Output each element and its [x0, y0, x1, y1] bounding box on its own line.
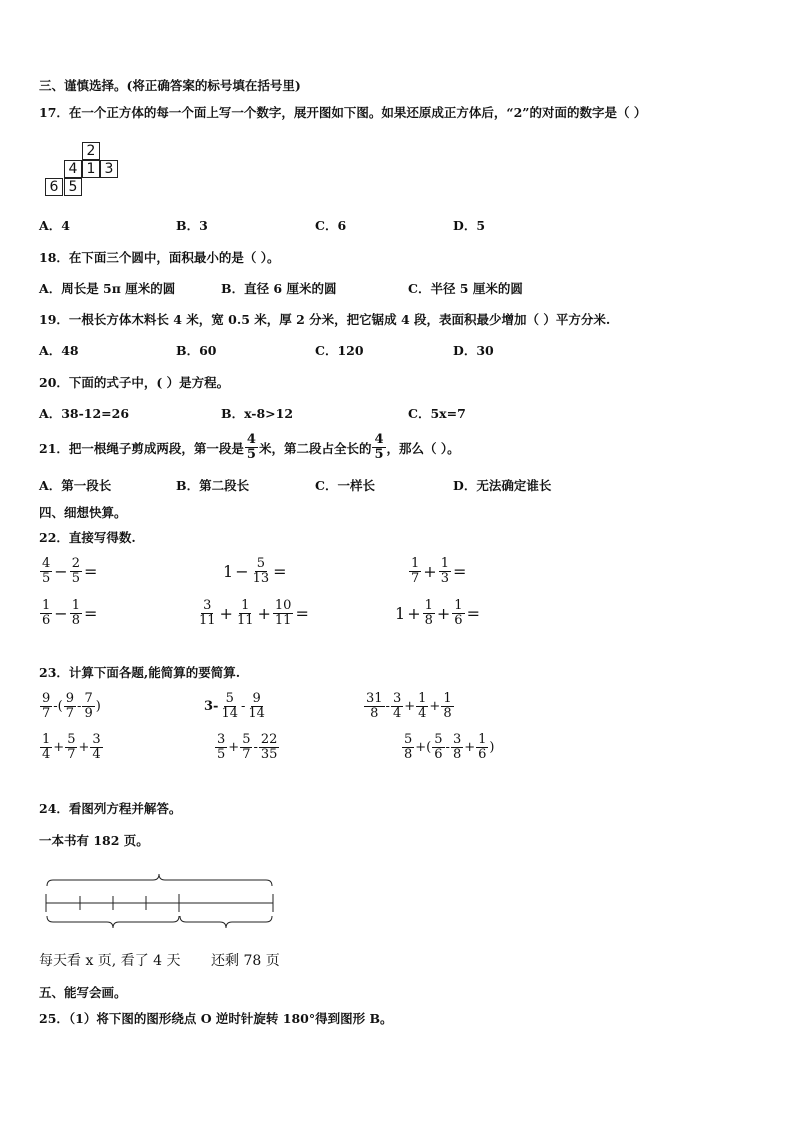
denominator: 5: [71, 571, 80, 586]
denominator: 7: [67, 747, 76, 762]
numerator: 10: [274, 598, 292, 613]
whole-number: 3-: [204, 699, 219, 714]
numerator: 22: [260, 732, 278, 747]
numerator: 3: [217, 732, 226, 747]
numerator: 1: [411, 556, 420, 571]
denominator: 5: [42, 571, 51, 586]
operator: -: [253, 740, 258, 755]
denominator: 14: [221, 706, 238, 721]
operator: +: [429, 699, 441, 714]
denominator: 8: [424, 613, 433, 628]
q19-option-c[interactable]: C．120: [315, 343, 364, 358]
denominator: 4: [42, 747, 51, 762]
operator: +: [407, 604, 421, 623]
q18-option-b[interactable]: B．直径 6 厘米的圆: [221, 281, 337, 296]
operator: +: [78, 740, 90, 755]
denominator: 7: [65, 706, 75, 721]
denominator: 5: [246, 447, 256, 462]
q21-text-part1: 21．把一根绳子剪成两段，第一段是: [39, 440, 244, 456]
net-cell: 1: [82, 160, 100, 178]
q17-text: 17．在一个正方体的每一个面上写一个数字，展开图如下图。如果还原成正方体后，“2”的对面的数字是（ ）: [39, 105, 647, 120]
q22-text: 22．直接写得数.: [39, 530, 136, 545]
q21-text-part2: 米，第二段占全长的: [258, 440, 372, 456]
q21-option-d[interactable]: D．无法确定谁长: [453, 478, 552, 493]
numerator: 5: [242, 732, 251, 747]
operator: +: [228, 740, 240, 755]
denominator: 14: [248, 706, 265, 721]
operator: +: [436, 604, 451, 623]
numerator: 5: [67, 732, 76, 747]
denominator: 6: [434, 747, 443, 762]
q23-text: 23．计算下面各题,能简算的要简算.: [39, 665, 241, 680]
denominator: 6: [478, 747, 487, 762]
q19-option-b[interactable]: B．60: [176, 343, 217, 358]
q20-text: 20．下面的式子中，( ）是方程。: [39, 375, 230, 390]
operator: -: [77, 699, 82, 714]
numerator: 1: [443, 691, 452, 706]
q19-text: 19．一根长方体木料长 4 米，宽 0.5 米，厚 2 分米，把它锯成 4 段，表面积最少增加（ ）平方分米.: [39, 312, 611, 327]
net-cell: 5: [64, 178, 82, 196]
q17-option-a[interactable]: A．4: [39, 218, 70, 233]
q20-option-c[interactable]: C．5x=7: [408, 406, 466, 421]
numerator: 9: [42, 691, 51, 706]
denominator: 8: [71, 613, 80, 628]
denominator: 7: [42, 706, 51, 721]
section-4-heading: 四、细想快算。: [39, 505, 127, 520]
whole-number: 1: [223, 562, 234, 581]
operator: +: [423, 562, 437, 581]
net-cell: 4: [64, 160, 82, 178]
net-cell: 6: [45, 178, 63, 196]
equals: =: [295, 604, 309, 623]
q25-text: 25．（1）将下图的图形绕点 O 逆时针旋转 180°得到图形 B。: [39, 1011, 393, 1026]
equals: =: [83, 562, 98, 581]
denominator: 4: [418, 706, 427, 721]
q20-option-a[interactable]: A．38-12=26: [39, 406, 130, 421]
denominator: 8: [443, 706, 452, 721]
numerator: 3: [392, 691, 402, 706]
denominator: 8: [452, 747, 462, 762]
numerator: 3: [452, 732, 462, 747]
q19-option-a[interactable]: A．48: [39, 343, 79, 358]
q20-option-b[interactable]: B．x-8>12: [221, 406, 294, 421]
numerator: 2: [71, 556, 80, 571]
q21-option-a[interactable]: A．第一段长: [39, 478, 112, 493]
q19-option-d[interactable]: D．30: [453, 343, 494, 358]
operator: −: [54, 562, 68, 581]
q21-text-part3: ，那么（ ）。: [386, 440, 460, 456]
whole-number: 1: [395, 604, 406, 623]
denominator: 6: [42, 613, 51, 628]
operator: +: [464, 740, 476, 755]
operator: −: [54, 604, 68, 623]
q18-text: 18．在下面三个圆中，面积最小的是（ ）。: [39, 250, 280, 265]
q17-option-d[interactable]: D．5: [453, 218, 486, 233]
total-brace: [47, 874, 272, 886]
numerator: 1: [71, 598, 80, 613]
q18-option-a[interactable]: A．周长是 5π 厘米的圆: [39, 281, 176, 296]
denominator: 13: [252, 571, 270, 586]
denominator: 7: [411, 571, 420, 586]
equals: =: [466, 604, 480, 623]
denominator: 6: [454, 613, 463, 628]
denominator: 9: [84, 706, 93, 721]
q17-option-c[interactable]: C．6: [315, 218, 347, 233]
equals: =: [273, 562, 287, 581]
numerator: 1: [418, 691, 427, 706]
numerator: 1: [42, 598, 51, 613]
denominator: 11: [199, 613, 216, 628]
days-brace: [47, 916, 179, 928]
denominator: 4: [92, 747, 101, 762]
denominator: 8: [404, 747, 413, 762]
denominator: 5: [374, 447, 384, 462]
remaining-label: 还剩 78 页: [211, 953, 280, 969]
q21-option-c[interactable]: C．一样长: [315, 478, 375, 493]
q18-option-c[interactable]: C．半径 5 厘米的圆: [408, 281, 523, 296]
denominator: 4: [392, 706, 402, 721]
numerator: 1: [454, 598, 463, 613]
denominator: 11: [274, 613, 292, 628]
operator: +: [219, 604, 233, 623]
operator: +: [53, 740, 65, 755]
numerator: 9: [252, 691, 261, 706]
remaining-brace: [180, 916, 272, 928]
denominator: 8: [370, 706, 379, 721]
operator: -(: [53, 699, 63, 714]
net-cell: 2: [82, 142, 100, 160]
q24-book-total: 一本书有 182 页。: [39, 833, 149, 848]
numerator: 3: [203, 598, 212, 613]
numerator: 5: [404, 732, 413, 747]
net-cell: 3: [100, 160, 118, 178]
operator: ): [95, 699, 101, 714]
days-label: 每天看 x 页, 看了 4 天: [39, 953, 181, 969]
denominator: 3: [440, 571, 449, 586]
numerator: 4: [42, 556, 51, 571]
operator: −: [235, 562, 249, 581]
section-3-heading: 三、谨慎选择。(将正确答案的标号填在括号里): [39, 78, 301, 93]
operator: +: [257, 604, 271, 623]
operator: ): [489, 740, 495, 755]
operator: +(: [415, 740, 432, 755]
numerator: 9: [65, 691, 75, 706]
denominator: 7: [242, 747, 251, 762]
numerator: 5: [434, 732, 443, 747]
q17-option-b[interactable]: B．3: [176, 218, 208, 233]
denominator: 11: [236, 613, 254, 628]
numerator: 31: [366, 691, 383, 706]
q24-text: 24．看图列方程并解答。: [39, 801, 182, 816]
section-5-heading: 五、能写会画。: [39, 985, 127, 1000]
operator: +: [404, 699, 416, 714]
denominator: 35: [260, 747, 278, 762]
numerator: 1: [440, 556, 449, 571]
numerator: 1: [241, 598, 250, 613]
numerator: 4: [246, 432, 256, 447]
operator: -: [385, 699, 390, 714]
operator: -: [445, 740, 450, 755]
denominator: 5: [217, 747, 226, 762]
operator: -: [241, 699, 246, 714]
equals: =: [452, 562, 467, 581]
numerator: 5: [225, 691, 234, 706]
numerator: 1: [478, 732, 487, 747]
numerator: 3: [92, 732, 101, 747]
numerator: 7: [84, 691, 93, 706]
numerator: 5: [256, 556, 265, 571]
equals: =: [83, 604, 98, 623]
q21-option-b[interactable]: B．第二段长: [176, 478, 250, 493]
numerator: 4: [374, 432, 384, 447]
numerator: 1: [42, 732, 51, 747]
numerator: 1: [424, 598, 433, 613]
